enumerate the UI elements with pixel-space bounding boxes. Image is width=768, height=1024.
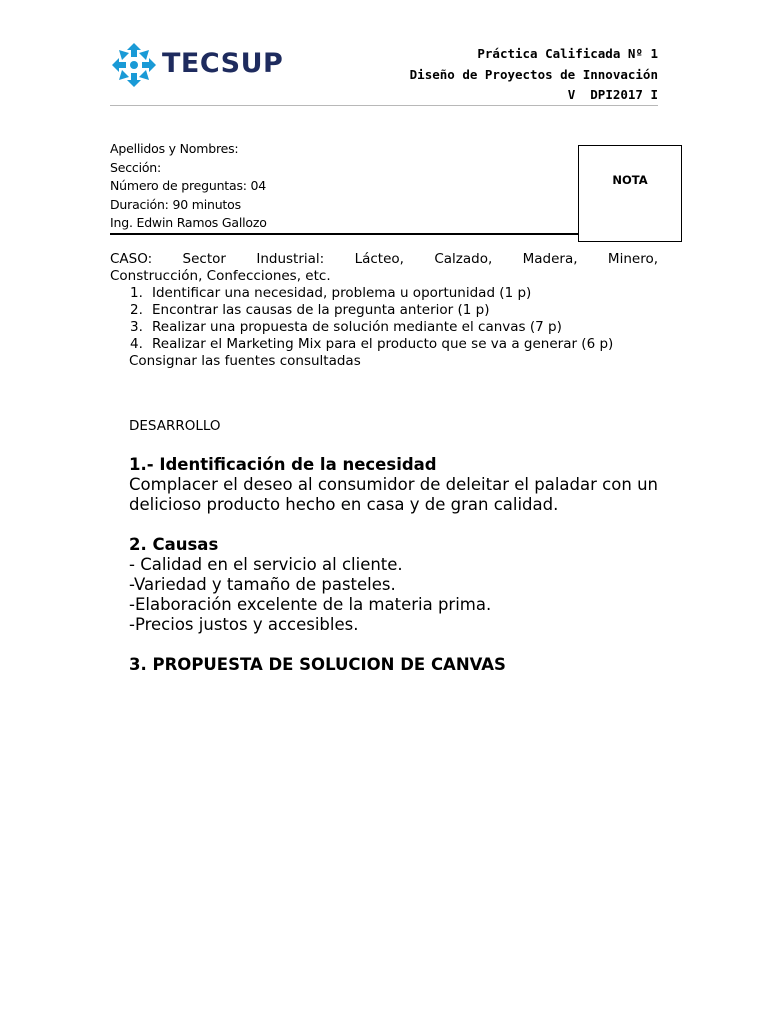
duration: Duración: 90 minutos <box>110 196 241 212</box>
teacher-name: Ing. Edwin Ramos Gallozo <box>110 215 267 230</box>
exam-header <box>328 44 658 106</box>
info-divider <box>110 233 578 235</box>
task-list <box>110 285 658 353</box>
section3-heading: 3. PROPUESTA DE SOLUCION DE CANVAS <box>129 655 506 674</box>
grade-box <box>578 145 682 242</box>
header-divider <box>110 105 658 106</box>
cause-item: -Precios justos y accesibles. <box>129 615 359 634</box>
question-count: Número de preguntas: 04 <box>110 178 267 193</box>
section1-text: Complacer el deseo al consumidor de deleitar el paladar con un delicioso producto hecho en casa y de gran calidad. <box>129 475 658 514</box>
grade-label: NOTA <box>612 173 648 187</box>
course-name: Diseño de Proyectos de Innovación <box>409 66 658 82</box>
section-field: Sección: <box>110 159 162 175</box>
cause-item: - Calidad en el servicio al cliente. <box>129 555 403 574</box>
development-title: DESARROLLO <box>129 418 221 434</box>
task-item: Identificar una necesidad, problema u oportunidad (1 p) <box>152 285 532 301</box>
student-info <box>110 140 580 233</box>
cause-item: -Elaboración excelente de la materia prima. <box>129 595 492 614</box>
cause-item: -Variedad y tamaño de pasteles. <box>129 575 396 594</box>
task-item: Encontrar las causas de la pregunta anterior (1 p) <box>152 302 490 318</box>
task-item: Realizar una propuesta de solución mediante el canvas (7 p) <box>152 319 562 335</box>
logo-text: TECSUP <box>162 48 284 79</box>
exam-title: Práctica Calificada Nº 1 <box>477 46 658 61</box>
student-name-field: Apellidos y Nombres: <box>110 141 239 156</box>
case-line-2: Construcción, Confecciones, etc. <box>110 268 331 284</box>
tecsup-logo-icon <box>110 41 158 89</box>
task-item: Realizar el Marketing Mix para el producto que se va a generar (6 p) <box>152 336 614 352</box>
section2-heading: 2. Causas <box>129 535 219 554</box>
tecsup-logo <box>110 41 300 91</box>
section1-heading: 1.- Identificación de la necesidad <box>129 455 437 474</box>
development-section <box>129 455 658 675</box>
sources-note: Consignar las fuentes consultadas <box>129 353 361 369</box>
case-line-1: CASO: Sector Industrial: Lácteo, Calzado, Madera, Minero, <box>110 251 658 267</box>
case-statement <box>110 251 658 370</box>
course-code: V DPI2017 I <box>567 87 658 102</box>
